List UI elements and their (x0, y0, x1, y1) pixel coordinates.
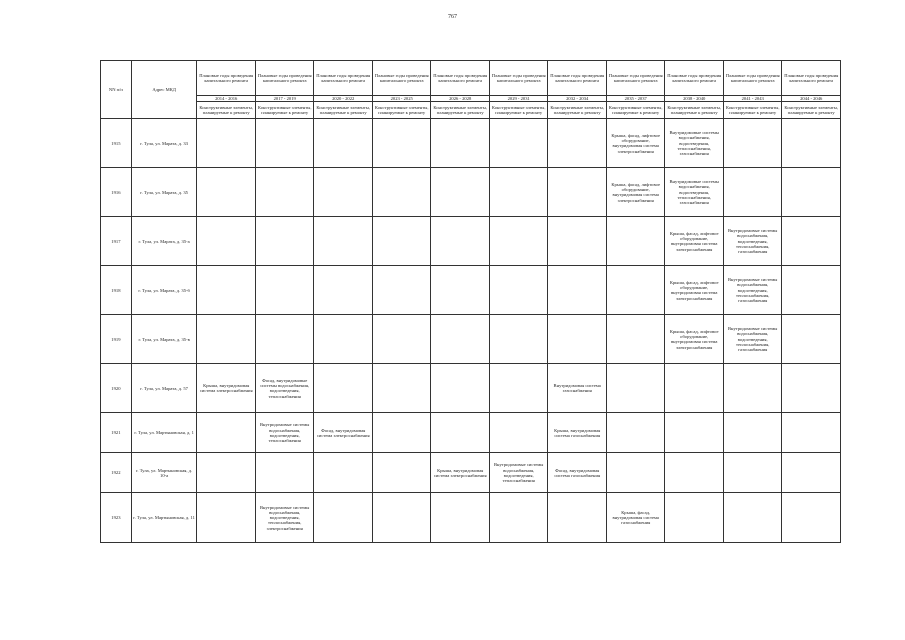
repair-cell (548, 217, 607, 266)
elements-header: Конструктивные элементы, планируемые к ремонту (723, 102, 782, 119)
table-row (101, 168, 841, 217)
period-header: Плановые годы проведения капитального ремонта (372, 61, 431, 96)
row-number: 1917 (101, 217, 132, 266)
repair-cell (489, 266, 548, 315)
period-years: 2014 - 2016 (197, 96, 256, 102)
repair-cell: Внутридомовые системы водоснабжения, водоотведения, теплоснабжения (489, 453, 548, 493)
elements-header: Конструктивные элементы, планируемые к ремонту (606, 102, 665, 119)
repair-cell (489, 364, 548, 413)
table-body (101, 61, 841, 543)
period-years: 2023 - 2025 (372, 96, 431, 102)
repair-cell: Внутридомовые системы водоснабжения, водоотведения, теплоснабжения, газоснабжения (723, 217, 782, 266)
repair-cell (372, 453, 431, 493)
elements-header: Конструктивные элементы, планируемые к ремонту (314, 102, 373, 119)
period-years: 2041 - 2043 (723, 96, 782, 102)
repair-cell (372, 266, 431, 315)
row-number: 1916 (101, 168, 132, 217)
repair-cell (255, 217, 314, 266)
repair-cell (782, 493, 841, 543)
repair-cell (723, 413, 782, 453)
repair-cell (255, 266, 314, 315)
period-header: Плановые годы проведения капитального ремонта (197, 61, 256, 96)
repair-cell: Внутридомовые системы водоснабжения, водоотведения, теплоснабжения, газоснабжения (665, 168, 724, 217)
repair-cell (489, 217, 548, 266)
elements-header: Конструктивные элементы, планируемые к ремонту (197, 102, 256, 119)
row-address: г. Тула, ул. Марата, д. 35 (131, 168, 197, 217)
repair-cell (548, 315, 607, 364)
header-row-periods (101, 61, 841, 96)
repair-cell (197, 266, 256, 315)
repair-cell (431, 266, 490, 315)
row-number: 1920 (101, 364, 132, 413)
period-header: Плановые годы проведения капитального ремонта (314, 61, 373, 96)
elements-header: Конструктивные элементы, планируемые к ремонту (431, 102, 490, 119)
elements-header: Конструктивные элементы, планируемые к ремонту (782, 102, 841, 119)
table-row (101, 453, 841, 493)
repair-cell (606, 217, 665, 266)
repair-cell (606, 364, 665, 413)
page-number: 767 (448, 14, 457, 20)
table-row (101, 119, 841, 168)
period-header: Плановые годы проведения капитального ремонта (489, 61, 548, 96)
period-years: 2035 - 2037 (606, 96, 665, 102)
repair-cell (255, 315, 314, 364)
repair-cell (197, 413, 256, 453)
repair-cell: Внутридомовые системы водоснабжения, водоотведения, теплоснабжения, газоснабжения (723, 266, 782, 315)
period-years: 2026 - 2028 (431, 96, 490, 102)
repair-cell (314, 217, 373, 266)
repair-cell (489, 168, 548, 217)
repair-cell (197, 493, 256, 543)
repair-cell (548, 168, 607, 217)
repair-cell (782, 217, 841, 266)
period-header: Плановые годы проведения капитального ремонта (548, 61, 607, 96)
row-number: 1918 (101, 266, 132, 315)
repair-cell (372, 315, 431, 364)
repair-cell (782, 453, 841, 493)
repair-cell (723, 119, 782, 168)
repair-cell (431, 119, 490, 168)
repair-cell: Внутридомовая система газоснабжения (548, 364, 607, 413)
repair-cell (723, 453, 782, 493)
period-header: Плановые годы проведения капитального ремонта (782, 61, 841, 96)
repair-cell: Фасад, внутридомовые системы водоснабжения, водоотведения, теплоснабжения (255, 364, 314, 413)
row-number: 1919 (101, 315, 132, 364)
period-years: 2044 - 2046 (782, 96, 841, 102)
row-address: г. Тула, ул. Марата, д. 35-а (131, 217, 197, 266)
row-address: г. Тула, ул. Мартыновская, д. 11 (131, 493, 197, 543)
repair-cell (665, 453, 724, 493)
row-address: г. Тула, ул. Марата, д. 33 (131, 119, 197, 168)
repair-cell (372, 217, 431, 266)
repair-cell: Крыша, фасад, лифтовое оборудование, внутридомовая система электроснабжения (665, 217, 724, 266)
repair-cell (197, 453, 256, 493)
header-row-elements (101, 102, 841, 119)
repair-cell: Крыша, внутридомовая система газоснабжения (548, 413, 607, 453)
repair-cell (431, 168, 490, 217)
table-row (101, 364, 841, 413)
repair-cell (372, 493, 431, 543)
period-years: 2038 - 2040 (665, 96, 724, 102)
repair-cell (431, 493, 490, 543)
repair-cell (548, 493, 607, 543)
repair-cell (606, 315, 665, 364)
table-row (101, 413, 841, 453)
repair-cell (255, 119, 314, 168)
elements-header: Конструктивные элементы, планируемые к ремонту (489, 102, 548, 119)
repair-cell (489, 315, 548, 364)
repair-cell (372, 364, 431, 413)
repair-cell (606, 266, 665, 315)
repair-cell (548, 266, 607, 315)
repair-cell (197, 168, 256, 217)
repair-cell (255, 453, 314, 493)
repair-cell (665, 364, 724, 413)
repair-cell (431, 315, 490, 364)
repair-cell (314, 493, 373, 543)
repair-cell (314, 453, 373, 493)
period-header: Плановые годы проведения капитального ремонта (606, 61, 665, 96)
row-address: г. Тула, ул. Мартыновская, д. 1 (131, 413, 197, 453)
period-years: 2017 - 2019 (255, 96, 314, 102)
row-address: г. Тула, ул. Марата, д. 35-в (131, 315, 197, 364)
repair-cell: Внутридомовые системы водоснабжения, водоотведения, теплоснабжения (255, 413, 314, 453)
repair-cell: Крыша, фасад, лифтовое оборудование, внутридомовая система электроснабжения (606, 119, 665, 168)
row-address: г. Тула, ул. Марата, д. 35-б (131, 266, 197, 315)
repair-cell (606, 453, 665, 493)
repair-cell (372, 413, 431, 453)
elements-header: Конструктивные элементы, планируемые к ремонту (372, 102, 431, 119)
nn-header: NN п/п (101, 61, 132, 119)
repair-cell (255, 168, 314, 217)
period-header: Плановые годы проведения капитального ремонта (255, 61, 314, 96)
period-years: 2020 - 2022 (314, 96, 373, 102)
repair-cell (197, 217, 256, 266)
capital-repair-table (100, 60, 841, 543)
repair-cell (723, 493, 782, 543)
table-row (101, 266, 841, 315)
repair-cell: Крыша, фасад, лифтовое оборудование, внутридомовая система электроснабжения (606, 168, 665, 217)
repair-cell (431, 413, 490, 453)
repair-cell: Внутридомовые системы водоснабжения, водоотведения, теплоснабжения, электроснабжения (255, 493, 314, 543)
repair-cell (665, 493, 724, 543)
repair-cell (782, 315, 841, 364)
repair-cell (314, 266, 373, 315)
repair-cell (723, 364, 782, 413)
repair-cell (489, 493, 548, 543)
repair-cell (782, 413, 841, 453)
row-number: 1921 (101, 413, 132, 453)
repair-cell (314, 364, 373, 413)
repair-cell (197, 119, 256, 168)
repair-cell: Внутридомовые системы водоснабжения, водоотведения, теплоснабжения, газоснабжения (665, 119, 724, 168)
row-address: г. Тула, ул. Марата, д. 57 (131, 364, 197, 413)
repair-cell (431, 217, 490, 266)
repair-cell (782, 119, 841, 168)
repair-cell: Крыша, внутридомовая система электроснабжения (431, 453, 490, 493)
repair-cell: Крыша, фасад, лифтовое оборудование, внутридомовая система электроснабжения (665, 315, 724, 364)
repair-cell (782, 266, 841, 315)
repair-cell: Фасад, внутридомовая система газоснабжения (548, 453, 607, 493)
repair-cell (372, 119, 431, 168)
row-number: 1922 (101, 453, 132, 493)
elements-header: Конструктивные элементы, планируемые к ремонту (255, 102, 314, 119)
repair-cell (314, 119, 373, 168)
period-header: Плановые годы проведения капитального ремонта (431, 61, 490, 96)
period-header: Плановые годы проведения капитального ремонта (665, 61, 724, 96)
repair-cell: Крыша, фасад, внутридомовая система газоснабжения (606, 493, 665, 543)
repair-cell (782, 168, 841, 217)
repair-cell: Крыша, фасад, лифтовое оборудование, внутридомовая система электроснабжения (665, 266, 724, 315)
repair-cell (723, 168, 782, 217)
elements-header: Конструктивные элементы, планируемые к ремонту (665, 102, 724, 119)
repair-cell (606, 413, 665, 453)
repair-cell (548, 119, 607, 168)
repair-cell: Крыша, внутридомовая система электроснабжения (197, 364, 256, 413)
address-header: Адрес МКД (131, 61, 197, 119)
repair-cell (314, 315, 373, 364)
row-number: 1915 (101, 119, 132, 168)
table-row (101, 315, 841, 364)
repair-cell (372, 168, 431, 217)
repair-cell (665, 413, 724, 453)
elements-header: Конструктивные элементы, планируемые к ремонту (548, 102, 607, 119)
repair-cell (782, 364, 841, 413)
table-row (101, 493, 841, 543)
row-number: 1923 (101, 493, 132, 543)
repair-cell (431, 364, 490, 413)
period-header: Плановые годы проведения капитального ремонта (723, 61, 782, 96)
repair-cell (489, 413, 548, 453)
period-years: 2032 - 2034 (548, 96, 607, 102)
repair-cell (489, 119, 548, 168)
table-row (101, 217, 841, 266)
row-address: г. Тула, ул. Мартыновская, д. 10-а (131, 453, 197, 493)
repair-cell: Фасад, внутридомовая система электроснабжения (314, 413, 373, 453)
period-years: 2029 - 2031 (489, 96, 548, 102)
repair-cell (314, 168, 373, 217)
repair-cell: Внутридомовые системы водоснабжения, водоотведения, теплоснабжения, газоснабжения (723, 315, 782, 364)
repair-cell (197, 315, 256, 364)
